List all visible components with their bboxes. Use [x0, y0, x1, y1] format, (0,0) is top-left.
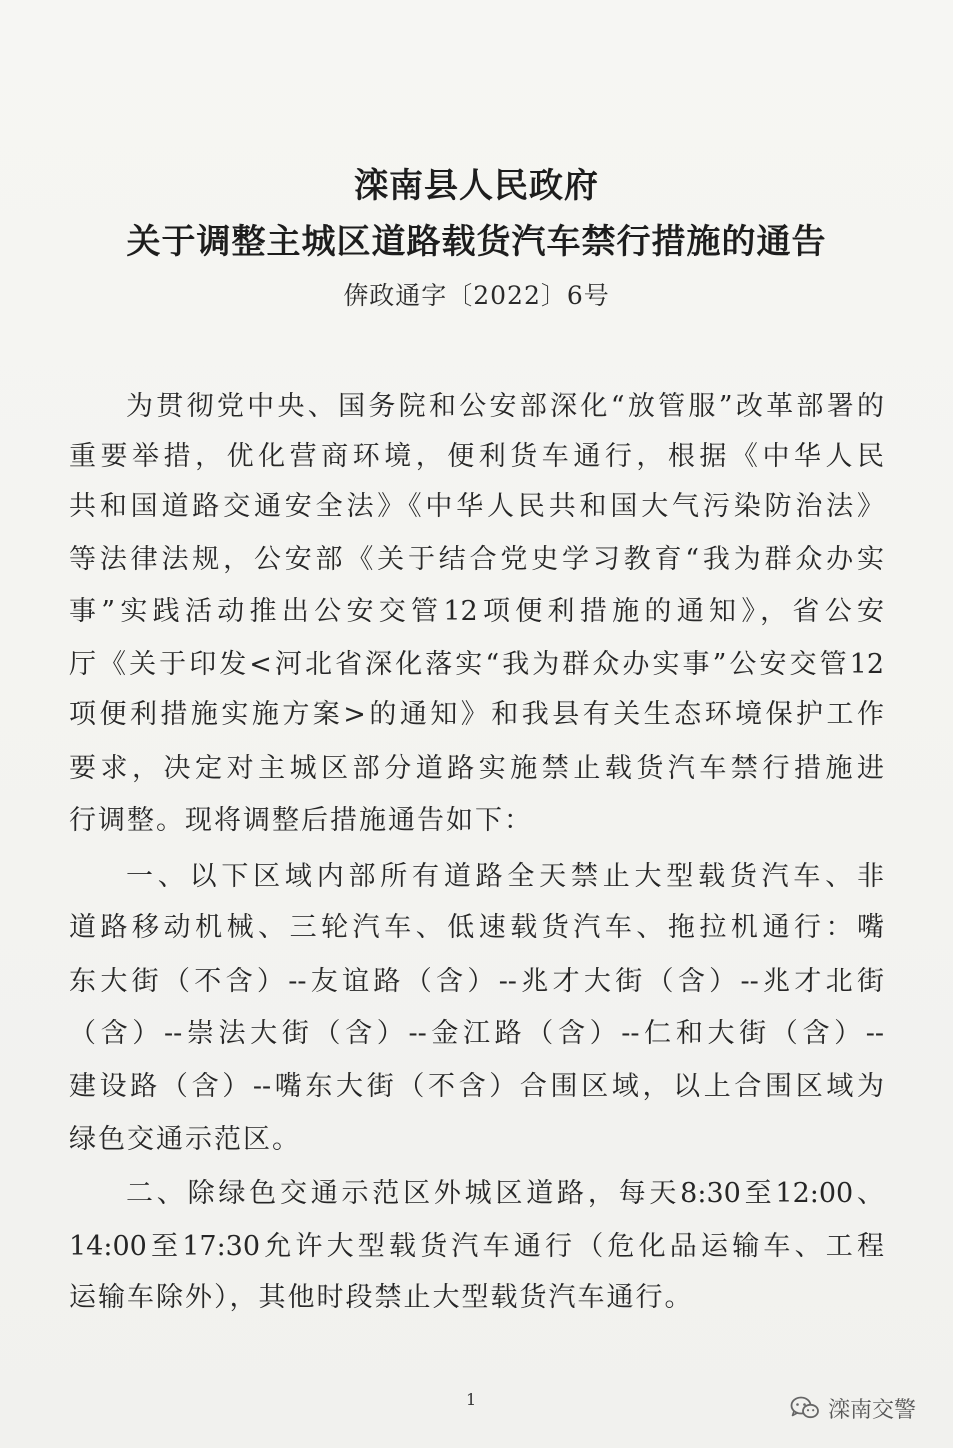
- body-line: 为贯彻党中央、国务院和公安部深化“放管服”改革部署的: [126, 391, 884, 422]
- body-line: 东大街（不含）--友谊路（含）--兆才大街（含）--兆才北街: [69, 966, 884, 997]
- body-line: 项便利措施实施方案>的通知》和我县有关生态环境保护工作: [69, 699, 884, 730]
- body-line: 厅《关于印发<河北省深化落实“我为群众办实事”公安交管12: [69, 649, 884, 680]
- body-line: 等法律法规，公安部《关于结合党史学习教育“我为群众办实: [69, 544, 884, 575]
- body-line: 事”实践活动推出公安交管12项便利措施的通知》，省公安: [69, 596, 884, 627]
- body-line: 运输车除外），其他时段禁止大型载货汽车通行。: [69, 1282, 694, 1313]
- body-line: 建设路（含）--嘴东大街（不含）合围区域，以上合围区域为: [69, 1071, 884, 1102]
- body-line: 要求，决定对主城区部分道路实施禁止载货汽车禁行措施进: [69, 753, 884, 784]
- body-line: 二、除绿色交通示范区外城区道路，每天8:30至12:00、: [126, 1178, 884, 1209]
- body-line: 重要举措，优化营商环境，便利货车通行，根据《中华人民: [69, 441, 884, 472]
- wechat-icon: [790, 1396, 820, 1420]
- body-line: 14:00至17:30允许大型载货汽车通行（危化品运输车、工程: [69, 1231, 884, 1262]
- body-line: 道路移动机械、三轮汽车、低速载货汽车、拖拉机通行：嘴: [69, 912, 884, 943]
- document-number: 倴政通字〔2022〕6号: [343, 281, 610, 310]
- body-line: 一、以下区域内部所有道路全天禁止大型载货汽车、非: [126, 861, 884, 892]
- body-line: 行调整。现将调整后措施通告如下：: [69, 805, 533, 836]
- watermark-text: 滦南交警: [828, 1397, 917, 1423]
- account-watermark: [790, 1394, 916, 1422]
- body-line: 共和国道路交通安全法》《中华人民共和国大气污染防治法》: [69, 491, 884, 522]
- page-number: 1: [466, 1390, 477, 1409]
- body-line: 绿色交通示范区。: [69, 1124, 301, 1155]
- document-title-issuer: 滦南县人民政府: [354, 166, 599, 206]
- document-title-subject: 关于调整主城区道路载货汽车禁行措施的通告: [126, 222, 827, 262]
- body-line: （含）--崇法大街（含）--金江路（含）--仁和大街（含）--: [69, 1018, 884, 1049]
